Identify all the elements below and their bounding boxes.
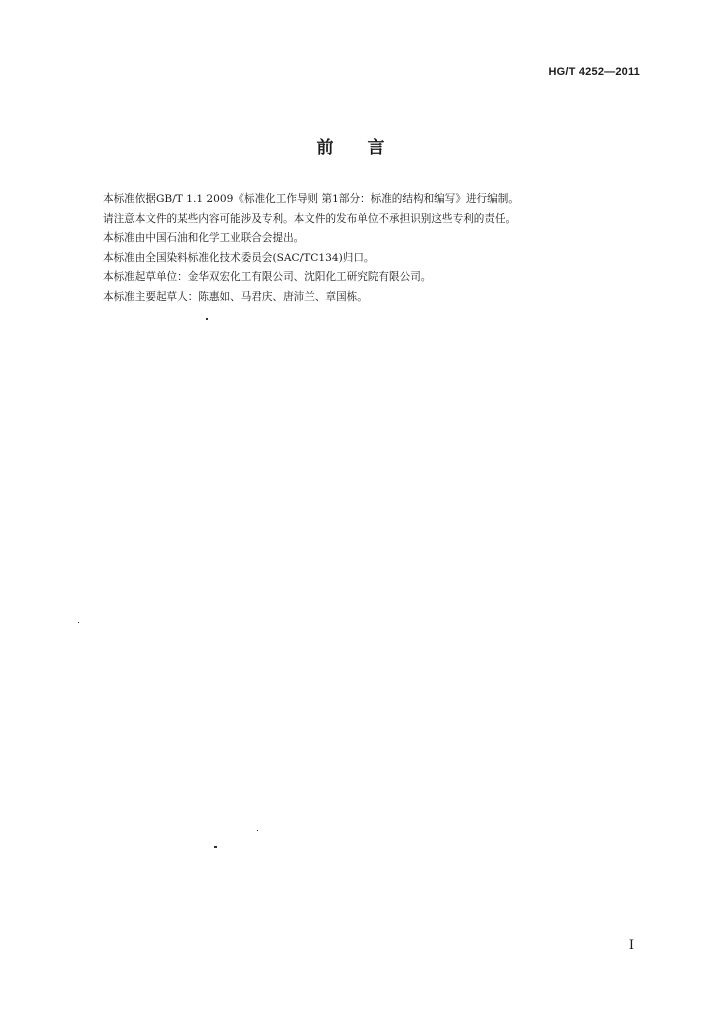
page-title: 前言	[316, 138, 419, 158]
standard-number: HG/T 4252—2011	[548, 66, 640, 78]
foreword-body	[103, 190, 643, 308]
scan-speck	[257, 830, 258, 831]
page-number: I	[628, 938, 634, 953]
scan-speck	[214, 846, 217, 848]
paragraph: 本标准依据GB/T 1.1 2009《标准化工作导则 第1部分：标准的结构和编写》进行编制。	[103, 193, 519, 205]
scan-speck	[78, 622, 79, 623]
paragraph: 本标准起草单位：金华双宏化工有限公司、沈阳化工研究院有限公司。	[103, 271, 432, 284]
paragraph: 本标准由中国石油和化学工业联合会提出。	[103, 232, 305, 245]
scan-speck	[206, 318, 208, 320]
paragraph: 本标准主要起草人：陈惠如、马君庆、唐沛兰、章国栋。	[103, 290, 368, 303]
paragraph: 请注意本文件的某些内容可能涉及专利。本文件的发布单位不承担识别这些专利的责任。	[103, 212, 517, 225]
paragraph: 本标准由全国染料标准化技术委员会(SAC/TC134)归口。	[103, 251, 375, 264]
